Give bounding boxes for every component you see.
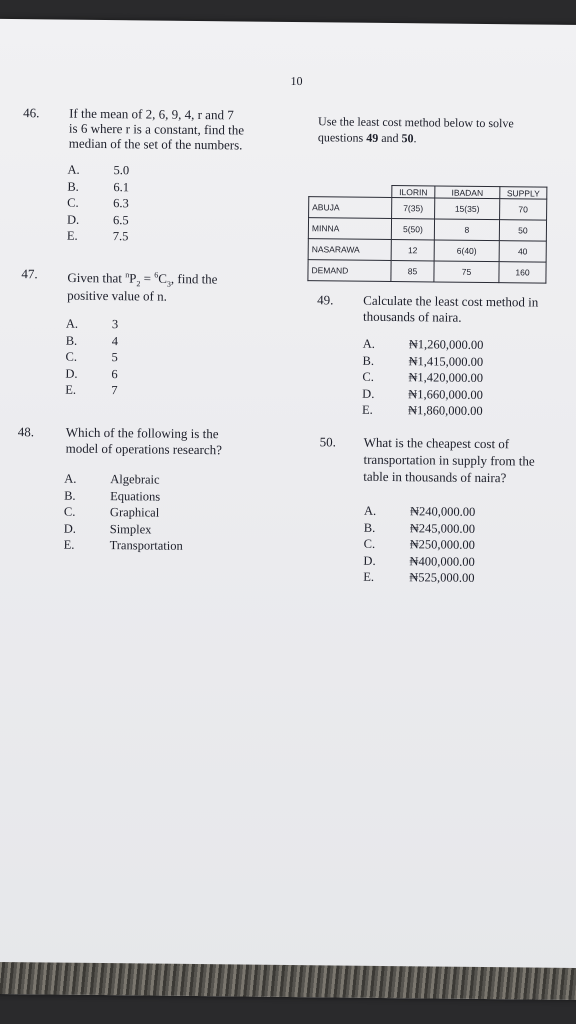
q49-option — [362, 352, 483, 370]
q47-line2: positive value of n. — [67, 287, 167, 304]
q49-options — [362, 336, 484, 420]
option-text: 6.1 — [113, 179, 130, 194]
q50-option — [363, 552, 474, 570]
q46-options — [67, 162, 129, 245]
option-text: ₦1,660,000.00 — [408, 386, 483, 402]
option-text: Simplex — [109, 521, 152, 537]
q48-option — [64, 471, 183, 489]
option-letter: C. — [363, 536, 376, 551]
option-letter: E. — [63, 537, 75, 552]
instruction-line2-mid: and — [378, 130, 402, 146]
table-header-cell: ILORIN — [392, 186, 435, 198]
table-header-cell: IBADAN — [435, 186, 500, 199]
option-text: Algebraic — [110, 472, 160, 487]
q47-comb-sup: 6 — [154, 270, 159, 280]
instruction-line1: Use the least cost method below to solve — [317, 114, 514, 131]
q48-option — [64, 487, 183, 505]
fabric-background-strip — [0, 962, 576, 1000]
table-header-cell: SUPPLY — [500, 187, 547, 199]
table-row-label: DEMAND — [308, 260, 391, 282]
q47-comb-base: C — [158, 270, 168, 287]
table-cell: 75 — [434, 261, 499, 283]
option-letter: A. — [67, 162, 80, 177]
q47-perm-sup: n — [125, 270, 130, 280]
table-cell: 8 — [434, 219, 499, 241]
q47-option — [65, 382, 117, 399]
option-letter: D. — [65, 366, 78, 381]
q50-line1: What is the cheapest cost of — [363, 434, 510, 452]
option-letter: E. — [361, 402, 373, 417]
q47-option — [65, 349, 117, 366]
option-letter: C. — [362, 369, 374, 384]
q48-line2: model of operations research? — [65, 440, 222, 458]
q46-option — [67, 162, 129, 179]
option-text: 6.5 — [112, 212, 129, 227]
q50-option — [364, 519, 475, 537]
instruction-line2-post: . — [413, 131, 417, 146]
table-cell: 50 — [499, 220, 546, 241]
option-text: Equations — [110, 488, 161, 504]
option-letter: E. — [363, 569, 375, 584]
q46-line3: median of the set of the numbers. — [68, 135, 243, 153]
table-row-label: NASARAWA — [308, 239, 391, 261]
table-cell: 70 — [500, 199, 547, 220]
option-letter: D. — [363, 553, 376, 568]
option-text: 7 — [111, 383, 118, 398]
q47-equals: = — [140, 270, 155, 286]
q50-option — [364, 503, 475, 521]
option-text: ₦245,000.00 — [409, 520, 476, 536]
table-row-label: MINNA — [308, 218, 391, 240]
table-row — [309, 197, 547, 220]
option-letter: B. — [362, 353, 375, 368]
table-cell: 6(40) — [434, 240, 499, 262]
q49-line1: Calculate the least cost method in — [363, 292, 539, 310]
option-letter: A. — [362, 336, 375, 351]
option-letter: B. — [64, 488, 76, 503]
option-text: 4 — [111, 333, 119, 348]
q47-option — [65, 365, 117, 382]
table-row — [308, 260, 546, 283]
option-text: Transportation — [109, 538, 183, 553]
q50-number: 50. — [319, 434, 337, 450]
q50-option — [363, 569, 474, 587]
q47-comb-sub: 3 — [166, 279, 171, 289]
option-text: ₦1,420,000.00 — [408, 370, 484, 385]
q48-options — [64, 471, 184, 555]
option-text: 5 — [111, 350, 118, 365]
q46-option — [67, 211, 129, 228]
option-text: 6 — [111, 366, 118, 381]
option-text: ₦400,000.00 — [409, 553, 475, 569]
q46-option — [67, 228, 129, 245]
q49-option — [362, 402, 483, 420]
instruction-line2-pre: questions — [317, 130, 367, 145]
q47-number: 47. — [21, 266, 38, 282]
option-letter: A. — [363, 503, 377, 518]
option-text: ₦240,000.00 — [409, 504, 476, 519]
table-corner-cell — [309, 185, 392, 198]
q48-option — [64, 504, 183, 522]
q47-perm-sub: 2 — [136, 279, 141, 289]
instruction-q50-ref: 50 — [401, 131, 414, 146]
option-letter: E. — [65, 382, 77, 397]
option-letter: D. — [63, 521, 77, 536]
option-letter: D. — [66, 212, 80, 227]
option-letter: A. — [65, 316, 79, 331]
q47-options — [65, 316, 118, 399]
option-text: ₦525,000.00 — [409, 570, 475, 585]
option-text: 7.5 — [112, 229, 129, 244]
q47-line1-pre: Given that — [67, 269, 126, 286]
q46-line1: If the mean of 2, 6, 9, 4, r and 7 — [69, 105, 234, 123]
option-text: ₦250,000.00 — [409, 537, 475, 552]
q48-number: 48. — [17, 424, 35, 440]
option-letter: E. — [66, 228, 78, 243]
option-letter: B. — [65, 333, 78, 348]
q47-option — [66, 316, 118, 333]
table-cell: 12 — [391, 240, 434, 261]
q49-option — [363, 336, 484, 354]
q50-option — [364, 536, 475, 554]
q47-option — [66, 332, 118, 349]
q46-option — [67, 178, 129, 195]
option-text: 6.3 — [113, 196, 129, 211]
table-cell: 85 — [391, 261, 434, 282]
option-letter: A. — [64, 471, 77, 486]
option-text: ₦1,860,000.00 — [407, 403, 483, 418]
exam-page — [0, 19, 576, 1000]
q46-line2: is 6 where r is a constant, find the — [68, 120, 245, 138]
q48-option — [64, 537, 183, 555]
q48-option — [64, 520, 183, 538]
q50-options — [363, 503, 475, 587]
q49-line2: thousands of naira. — [362, 308, 462, 325]
q49-number: 49. — [317, 292, 334, 308]
q47-perm-base: P — [129, 270, 137, 286]
table-cell: 40 — [499, 241, 546, 262]
option-letter: C. — [63, 504, 76, 519]
table-row-label: ABUJA — [309, 197, 392, 219]
option-text: ₦1,260,000.00 — [408, 337, 484, 352]
q49-option — [362, 369, 483, 387]
option-letter: B. — [67, 179, 79, 194]
table-row — [308, 218, 546, 241]
q50-line3: table in thousands of naira? — [363, 468, 507, 486]
option-text: 5.0 — [113, 163, 130, 178]
option-text: 3 — [111, 317, 119, 332]
table-cell: 160 — [499, 262, 546, 283]
option-letter: B. — [363, 520, 376, 535]
q48-line1: Which of the following is the — [65, 424, 219, 442]
q46-option — [67, 195, 129, 212]
q47-line1-post: , find the — [170, 271, 218, 287]
option-letter: D. — [362, 386, 375, 401]
q49-option — [362, 385, 483, 403]
table-row — [308, 239, 546, 262]
option-text: Graphical — [109, 505, 160, 520]
q50-line2: transportation in supply from the — [363, 451, 535, 469]
q46-number: 46. — [23, 105, 40, 121]
table-cell: 7(35) — [392, 198, 435, 219]
instruction-line2 — [318, 130, 417, 146]
table-cell: 15(35) — [435, 198, 500, 220]
least-cost-table — [307, 184, 547, 283]
option-letter: C. — [67, 195, 79, 210]
table-cell: 5(50) — [391, 219, 434, 240]
instruction-q49-ref: 49 — [366, 130, 379, 145]
option-text: ₦1,415,000.00 — [408, 353, 484, 369]
option-letter: C. — [65, 349, 78, 364]
page-number: 10 — [290, 73, 303, 89]
